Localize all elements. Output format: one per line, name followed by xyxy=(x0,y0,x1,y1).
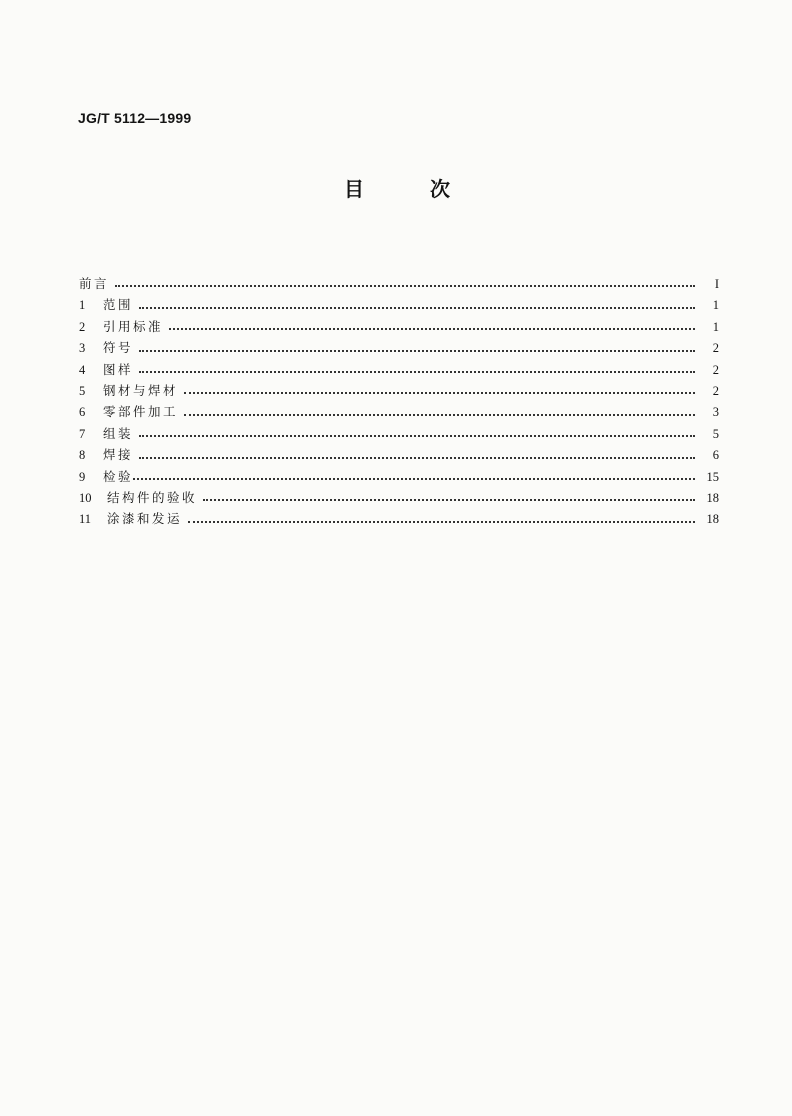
toc-entry-page: 6 xyxy=(712,448,719,463)
toc-entry-label: 符号 xyxy=(103,340,134,356)
toc-entry-number: 1 xyxy=(79,298,86,313)
toc-entry-7[interactable] xyxy=(79,423,719,444)
toc-leader-dots xyxy=(203,499,695,501)
toc-entry-number: 4 xyxy=(79,362,86,377)
table-of-contents xyxy=(79,273,719,530)
toc-entry-label: 结构件的验收 xyxy=(107,489,198,505)
toc-leader-dots xyxy=(188,521,695,523)
toc-entry-page: 1 xyxy=(712,319,719,334)
toc-entry-page: 2 xyxy=(712,383,719,398)
toc-entry-label: 焊接 xyxy=(103,447,134,463)
toc-entry-label: 前言 xyxy=(79,276,110,291)
toc-entry-label: 组装 xyxy=(103,425,134,441)
toc-entry-2[interactable] xyxy=(79,316,719,337)
toc-entry-number: 10 xyxy=(79,490,92,505)
toc-leader-dots xyxy=(169,328,695,330)
toc-entry-page: 1 xyxy=(712,298,719,313)
toc-entry-page: I xyxy=(714,277,719,291)
toc-entry-foreword[interactable] xyxy=(79,273,719,294)
toc-entry-number: 11 xyxy=(79,512,92,527)
toc-entry-3[interactable] xyxy=(79,337,719,358)
toc-leader-dots xyxy=(139,371,695,373)
toc-leader-dots xyxy=(139,307,695,309)
toc-entry-page: 3 xyxy=(712,405,719,420)
toc-entry-4[interactable] xyxy=(79,359,719,380)
toc-leader-dots xyxy=(139,435,695,437)
toc-entry-6[interactable] xyxy=(79,401,719,422)
toc-entry-label: 钢材与焊材 xyxy=(103,382,179,398)
toc-entry-label: 引用标准 xyxy=(103,318,164,334)
toc-entry-number: 3 xyxy=(79,341,86,356)
toc-entry-number: 9 xyxy=(79,469,86,484)
toc-title xyxy=(342,175,462,203)
standard-code: JG/T 5112—1999 xyxy=(78,110,192,126)
toc-entry-label: 零部件加工 xyxy=(103,404,179,420)
toc-entry-9[interactable] xyxy=(79,466,719,487)
toc-entry-page: 15 xyxy=(706,469,719,484)
toc-entry-10[interactable] xyxy=(79,487,719,508)
toc-entry-page: 2 xyxy=(712,341,719,356)
toc-title-char-2: 次 xyxy=(430,177,450,201)
toc-leader-dots xyxy=(139,350,695,352)
toc-entry-label: 图样 xyxy=(103,361,134,377)
toc-entry-1[interactable] xyxy=(79,294,719,315)
toc-entry-number: 7 xyxy=(79,426,86,441)
toc-entry-page: 5 xyxy=(712,426,719,441)
toc-entry-11[interactable] xyxy=(79,508,719,529)
toc-entry-label: 涂漆和发运 xyxy=(107,511,183,527)
toc-leader-dots xyxy=(115,285,695,287)
toc-leader-dots xyxy=(184,414,695,416)
toc-entry-page: 18 xyxy=(706,490,719,505)
toc-entry-5[interactable] xyxy=(79,380,719,401)
toc-entry-page: 18 xyxy=(706,512,719,527)
toc-entry-number: 2 xyxy=(79,319,86,334)
toc-leader-dots xyxy=(133,478,695,480)
toc-entry-number: 6 xyxy=(79,405,86,420)
toc-leader-dots xyxy=(184,392,695,394)
toc-entry-8[interactable] xyxy=(79,444,719,465)
toc-entry-page: 2 xyxy=(712,362,719,377)
toc-entry-label: 检验 xyxy=(103,468,134,484)
toc-title-char-1: 目 xyxy=(344,177,364,201)
toc-entry-number: 5 xyxy=(79,383,86,398)
toc-entry-label: 范围 xyxy=(103,297,134,313)
toc-leader-dots xyxy=(139,457,695,459)
toc-entry-number: 8 xyxy=(79,448,86,463)
